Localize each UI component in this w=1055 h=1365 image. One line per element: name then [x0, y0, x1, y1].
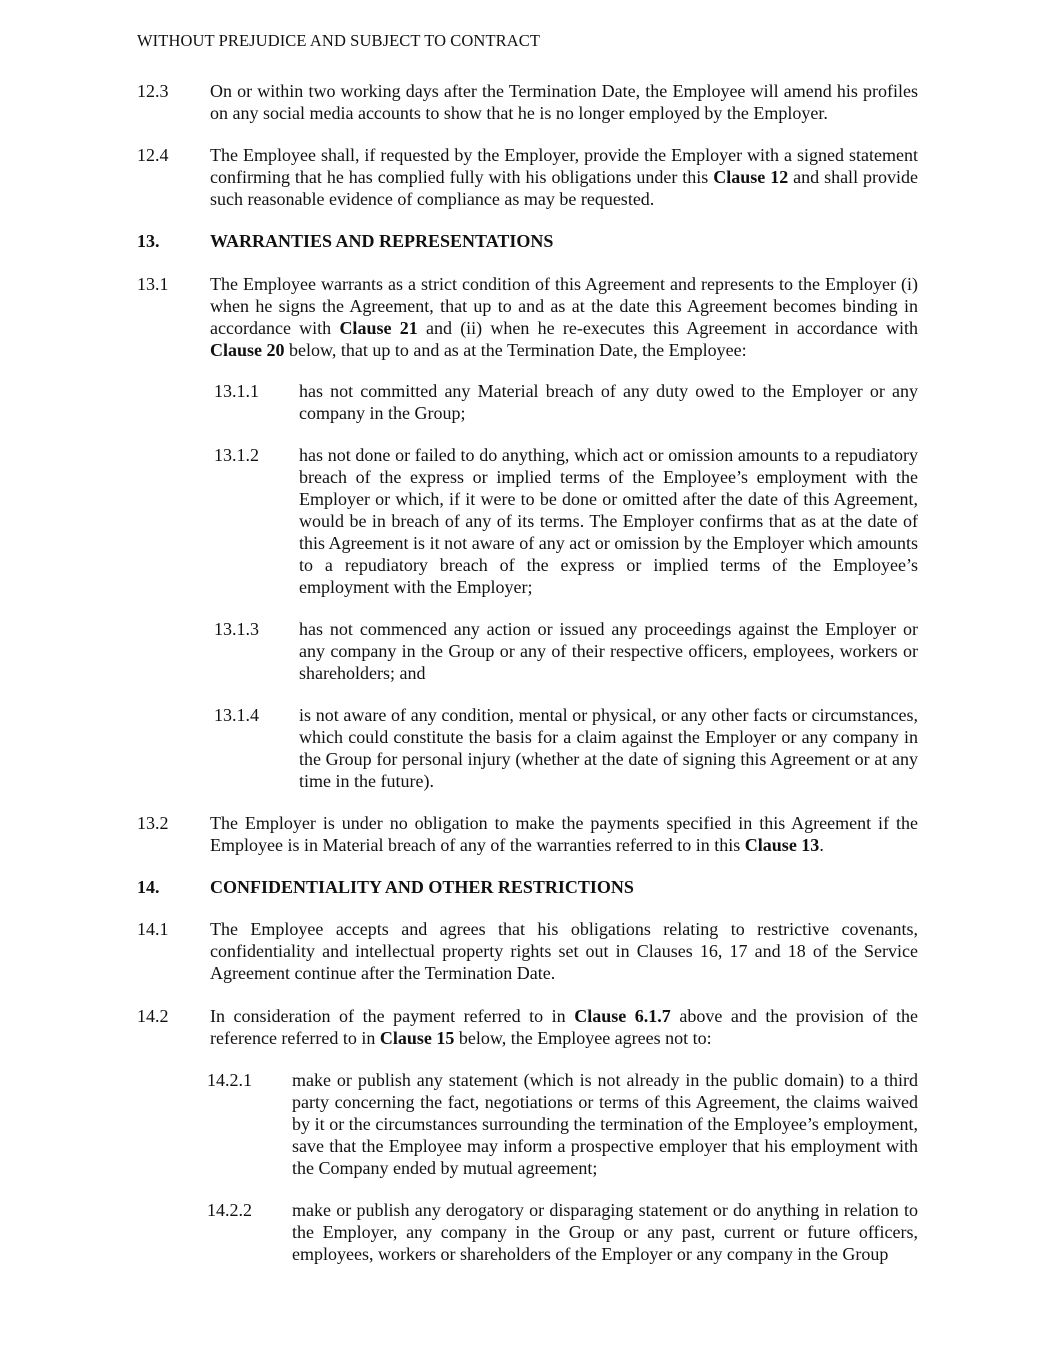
clause-text-part: and shall provide such reasonable evidence of compliance as may be requested.	[210, 167, 918, 209]
clause-reference: Clause 15	[379, 1028, 455, 1048]
clause-text-part: below, that up to and as at the Termination Date, the Employee:	[284, 340, 747, 360]
clause-14-1	[137, 918, 918, 984]
clause-13-1-1	[214, 380, 918, 424]
clause-text	[210, 273, 918, 361]
clause-14-2-1	[207, 1069, 918, 1179]
clause-13-1-2	[214, 444, 918, 598]
clause-text-part: The Employee warrants as a strict condition of this Agreement and represents to the Employer (i) when he signs the Agreement, that up to and as at the date this Agreement becomes binding in accordance with	[210, 274, 918, 338]
clause-text: make or publish any derogatory or disparaging statement or do anything in relation to the Employer, any company in the Group or any past, current or future officers, employees, workers or shareholders of the Employer or any company in the Group	[292, 1200, 918, 1264]
clause-number: 14.2.1	[207, 1070, 252, 1090]
clause-text-part: below, the Employee agrees not to:	[454, 1028, 712, 1048]
clause-text: On or within two working days after the Termination Date, the Employee will amend his profiles on any social media accounts to show that he is no longer employed by the Employer.	[210, 81, 918, 123]
clause-number: 14.1	[137, 919, 169, 939]
clause-text-part: In consideration of the payment referred to in	[210, 1006, 575, 1026]
clause-text	[210, 812, 918, 856]
clause-reference: Clause 6.1.7	[574, 1006, 671, 1026]
clause-13-1-4	[214, 704, 918, 792]
clause-12-3	[137, 80, 918, 124]
clause-number: 13.1.2	[214, 445, 259, 465]
section-title: WARRANTIES AND REPRESENTATIONS	[210, 231, 554, 251]
section-14-heading	[137, 876, 918, 898]
clause-number: 13.2	[137, 813, 169, 833]
clause-text-part: The Employer is under no obligation to make the payments specified in this Agreement if the Employee is in Material breach of any of the warranties referred to in this	[210, 813, 918, 855]
clause-text: make or publish any statement (which is not already in the public domain) to a third party concerning the fact, negotiations or terms of this Agreement, the claims waived by it or the circumstances surrounding the termination of the Employee’s employment, save that the Employee may inform a prospective employer that his employment with the Company ended by mutual agreement;	[292, 1070, 918, 1178]
clause-text-part: The Employee shall, if requested by the Employer, provide the Employer with a signed statement confirming that he has complied fully with his obligations under this	[210, 145, 918, 187]
section-number: 14.	[137, 877, 160, 897]
clause-number: 12.4	[137, 145, 169, 165]
clause-text-part: and (ii) when he re-executes this Agreement in accordance with	[417, 318, 918, 338]
clause-reference: Clause 20	[210, 340, 285, 360]
clause-14-2-2	[207, 1199, 918, 1265]
clause-text: is not aware of any condition, mental or physical, or any other facts or circumstances, which could constitute the basis for a claim against the Employer or any company in the Group for personal injury (whether at the date of signing this Agreement or at any time in the future).	[299, 705, 918, 791]
clause-13-1	[137, 273, 918, 361]
clause-text-part: above and the provision of the reference referred to in	[210, 1006, 919, 1048]
clause-12-4	[137, 144, 918, 210]
clause-14-2	[137, 1005, 918, 1049]
section-number: 13.	[137, 231, 160, 251]
clause-text: The Employee accepts and agrees that his obligations relating to restrictive covenants, confidentiality and intellectual property rights set out in Clauses 16, 17 and 18 of the Service Agreement continue after the Termination Date.	[210, 919, 918, 983]
clause-text: has not committed any Material breach of any duty owed to the Employer or any company in the Group;	[299, 381, 918, 423]
clause-text: has not commenced any action or issued any proceedings against the Employer or any company in the Group or any of their respective officers, employees, workers or shareholders; and	[299, 619, 918, 683]
clause-number: 13.1	[137, 274, 169, 294]
page-header: WITHOUT PREJUDICE AND SUBJECT TO CONTRACT	[137, 31, 541, 50]
clause-number: 14.2	[137, 1006, 169, 1026]
clause-reference: Clause 13	[744, 835, 820, 855]
clause-reference: Clause 21	[339, 318, 418, 338]
clause-number: 13.1.4	[214, 705, 259, 725]
clause-number: 13.1.1	[214, 381, 259, 401]
clause-text	[210, 144, 918, 210]
clause-text-part: .	[819, 835, 824, 855]
clause-number: 13.1.3	[214, 619, 259, 639]
clause-13-2	[137, 812, 918, 856]
clause-number: 12.3	[137, 81, 169, 101]
section-13-heading	[137, 230, 918, 252]
clause-number: 14.2.2	[207, 1200, 252, 1220]
section-title: CONFIDENTIALITY AND OTHER RESTRICTIONS	[210, 877, 634, 897]
clause-reference: Clause 12	[713, 167, 789, 187]
clause-text: has not done or failed to do anything, which act or omission amounts to a repudiatory breach of the express or implied terms of the Employee’s employment with the Employer or which, if it were to be done or omitted after the date of this Agreement, would be in breach of any of its terms. The Employer confirms that as at the date of this Agreement is it not aware of any act or omission by the Employer which amounts to a repudiatory breach of the express or implied terms of the Employee’s employment with the Employer;	[299, 445, 918, 597]
clause-text	[210, 1005, 918, 1049]
clause-13-1-3	[214, 618, 918, 684]
